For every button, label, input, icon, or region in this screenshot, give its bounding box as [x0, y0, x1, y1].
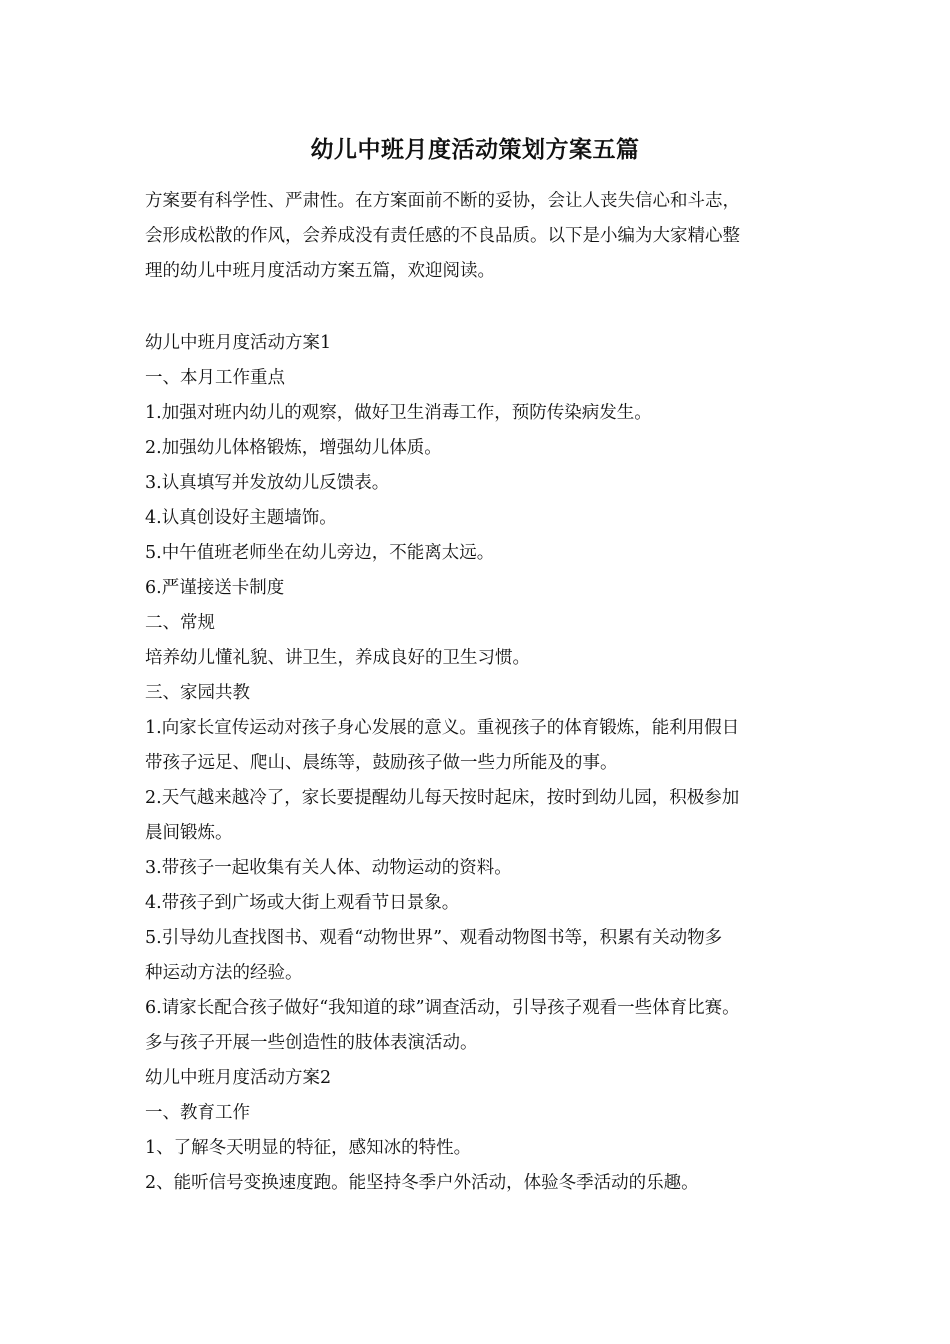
list-item: 6.严谨接送卡制度: [145, 578, 285, 598]
intro-paragraph: [145, 184, 810, 289]
list-item: 3.认真填写并发放幼儿反馈表。: [145, 473, 390, 493]
section-heading: 幼儿中班月度活动方案1: [145, 333, 332, 353]
subsection-heading: 一、教育工作: [145, 1103, 250, 1123]
list-item-continuation: 晨间锻炼。: [145, 823, 233, 843]
list-item: 1、了解冬天明显的特征，感知冰的特性。: [145, 1138, 472, 1158]
paragraph-line: 培养幼儿懂礼貌、讲卫生，养成良好的卫生习惯。: [145, 648, 530, 668]
list-item-continuation: 多与孩子开展一些创造性的肢体表演活动。: [145, 1033, 478, 1053]
intro-line: 理的幼儿中班月度活动方案五篇，欢迎阅读。: [145, 261, 495, 281]
list-item: 2、能听信号变换速度跑。能坚持冬季户外活动，体验冬季活动的乐趣。: [145, 1173, 699, 1193]
subsection-heading: 三、家园共教: [145, 683, 250, 703]
list-item: 2.天气越来越冷了，家长要提醒幼儿每天按时起床，按时到幼儿园，积极参加: [145, 788, 740, 808]
subsection-heading: 二、常规: [145, 613, 215, 633]
list-item: 3.带孩子一起收集有关人体、动物运动的资料。: [145, 858, 512, 878]
list-item: 4.认真创设好主题墙饰。: [145, 508, 337, 528]
list-item-continuation: 种运动方法的经验。: [145, 963, 303, 983]
list-item: 4.带孩子到广场或大街上观看节日景象。: [145, 893, 460, 913]
document-body: [145, 326, 825, 1201]
section-heading: 幼儿中班月度活动方案2: [145, 1068, 332, 1088]
list-item: 2.加强幼儿体格锻炼，增强幼儿体质。: [145, 438, 442, 458]
list-item: 5.引导幼儿查找图书、观看“动物世界”、观看动物图书等，积累有关动物多: [145, 928, 723, 948]
list-item: 6.请家长配合孩子做好“我知道的球”调查活动，引导孩子观看一些体育比赛。: [145, 998, 740, 1018]
list-item-continuation: 带孩子远足、爬山、晨练等，鼓励孩子做一些力所能及的事。: [145, 753, 618, 773]
intro-line: 会形成松散的作风，会养成没有责任感的不良品质。以下是小编为大家精心整: [145, 226, 740, 246]
intro-line: 方案要有科学性、严肃性。在方案面前不断的妥协，会让人丧失信心和斗志，: [145, 191, 740, 211]
list-item: 5.中午值班老师坐在幼儿旁边，不能离太远。: [145, 543, 495, 563]
document-title: 幼儿中班月度活动策划方案五篇: [310, 136, 640, 163]
subsection-heading: 一、本月工作重点: [145, 368, 285, 388]
list-item: 1.向家长宣传运动对孩子身心发展的意义。重视孩子的体育锻炼，能利用假日: [145, 718, 740, 738]
list-item: 1.加强对班内幼儿的观察，做好卫生消毒工作，预防传染病发生。: [145, 403, 652, 423]
